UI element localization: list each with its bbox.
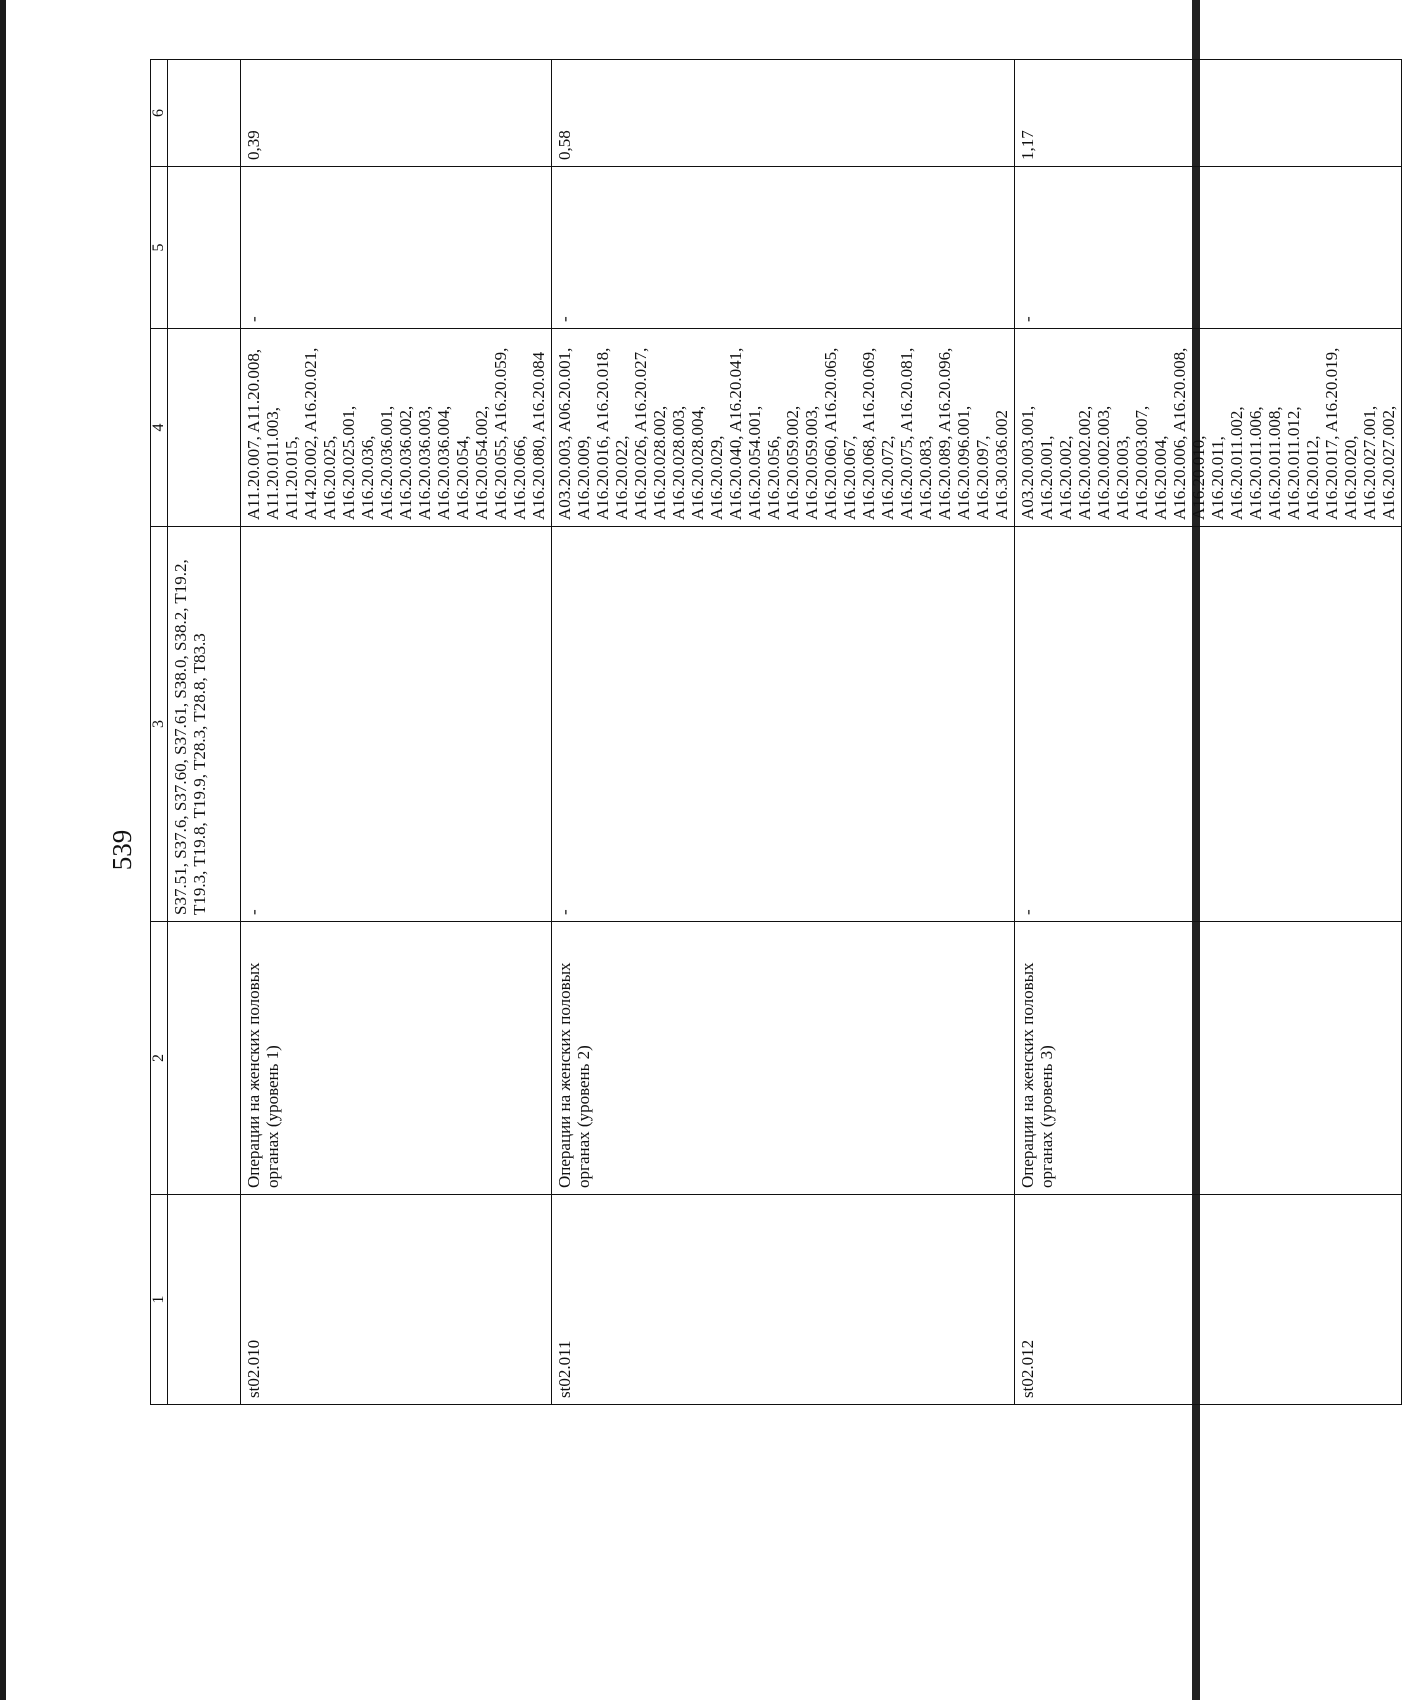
row-diagnoses: - [241,527,552,922]
tariff-table [150,59,1402,1405]
row-services: A03.20.003, A06.20.001, A16.20.009, A16.20.016, A16.20.018, A16.20.022, A16.20.026, A16.20.027, A16.20.028.002, A16.20.028.003, A16.20.028.004, A16.20.029, A16.20.040, A16.20.041, A16.20.054.001, A16.20.056, A16.20.059.002, A16.20.059.003, A16.20.060, A16.20.065, A16.20.067, A16.20.068, A16.20.069, A16.20.072, A16.20.075, A16.20.081, A16.20.083, A16.20.089, A16.20.096, A16.20.096.001, A16.20.097, A16.30.036.002 [552,329,1015,527]
header-col-1: 1 [151,1195,168,1405]
row-diagnoses: - [552,527,1015,922]
row-services: A11.20.007, A11.20.008, A11.20.011.003, A11.20.015, A14.20.002, A16.20.021, A16.20.025, A16.20.025.001, A16.20.036, A16.20.036.001, A16.20.036.002, A16.20.036.003, A16.20.036.004, A16.20.054, A16.20.054.002, A16.20.055, A16.20.059, A16.20.066, A16.20.080, A16.20.084 [241,329,552,527]
row-code: st02.011 [552,1195,1015,1405]
page-number: 539 [107,829,137,871]
cont-cell-diagnoses: S37.51, S37.6, S37.60, S37.61, S38.0, S38.2, T19.2, T19.3, T19.8, T19.9, T28.3, T28.8, T83.3 [168,527,241,922]
cont-cell-2 [168,922,241,1195]
table-row [1015,60,1402,1405]
cont-cell-1 [168,1195,241,1405]
header-col-2: 2 [151,922,168,1195]
row-name: Операции на женских половых органах (уровень 3) [1015,922,1402,1195]
table-row [552,60,1015,1405]
header-col-4: 4 [151,329,168,527]
row-code: st02.010 [241,1195,552,1405]
cont-cell-4 [168,329,241,527]
row-coefficient: 0,39 [241,60,552,167]
row-other: - [552,167,1015,329]
row-services: A03.20.003.001, A16.20.001, A16.20.002, A16.20.002.002, A16.20.002.003, A16.20.003, A16.20.003.007, A16.20.004, A16.20.006, A16.20.008, A16.20.010, A16.20.011, A16.20.011.002, A16.20.011.006, A16.20.011.008, A16.20.011.012, A16.20.012, A16.20.017, A16.20.019, A16.20.020, A16.20.027.001, A16.20.027.002, [1015,329,1402,527]
row-coefficient: 1,17 [1015,60,1402,167]
table-row [241,60,552,1405]
row-other: - [1015,167,1402,329]
row-other: - [241,167,552,329]
rotated-table-container [150,60,1398,1405]
row-diagnoses: - [1015,527,1402,922]
header-col-3: 3 [151,527,168,922]
continuation-row [168,60,241,1405]
header-row [151,60,168,1405]
cont-cell-6 [168,60,241,167]
header-col-5: 5 [151,167,168,329]
row-name: Операции на женских половых органах (уровень 1) [241,922,552,1195]
row-name: Операции на женских половых органах (уровень 2) [552,922,1015,1195]
scan-edge-left [0,0,6,1700]
cont-cell-5 [168,167,241,329]
header-col-6: 6 [151,60,168,167]
row-code: st02.012 [1015,1195,1402,1405]
row-coefficient: 0,58 [552,60,1015,167]
